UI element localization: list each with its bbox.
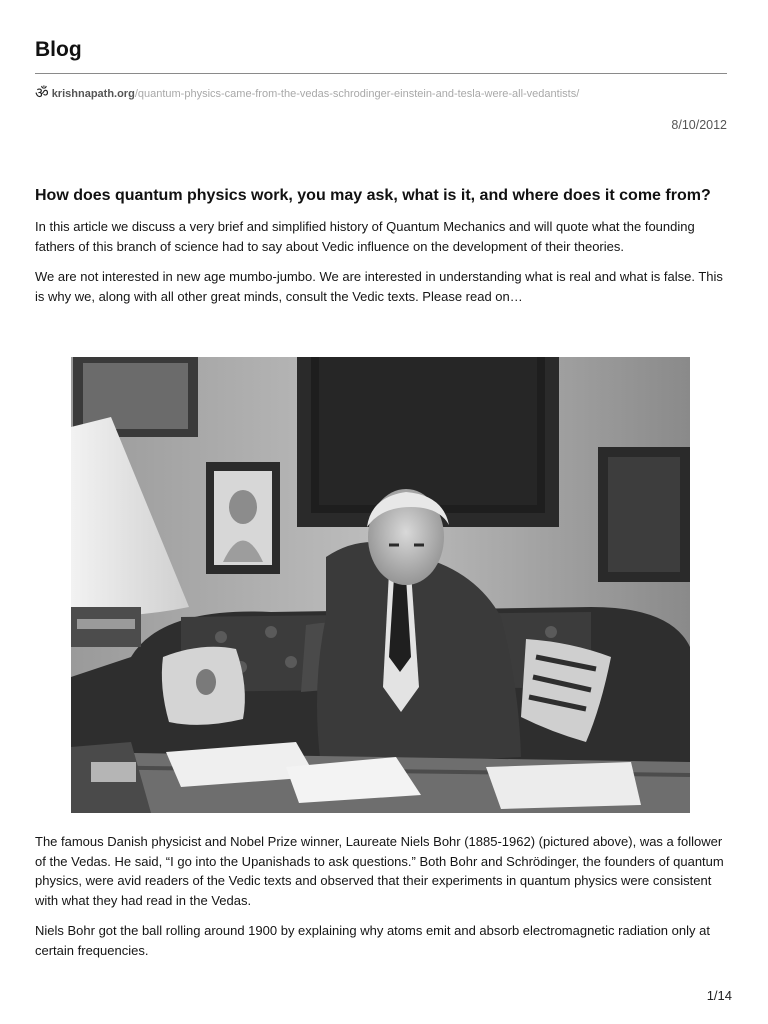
- photo-illustration: [71, 357, 690, 813]
- post-date: 8/10/2012: [671, 118, 727, 132]
- paragraph-second: We are not interested in new age mumbo-jumbo. We are interested in understanding what is real and what is false. This is why we, along with all other great minds, consult the Vedic texts. Please read on…: [35, 269, 723, 304]
- article-intro: [35, 185, 735, 317]
- title-divider: [35, 73, 727, 74]
- source-url[interactable]: [35, 82, 735, 102]
- article-body: [35, 832, 735, 971]
- page-title: Blog: [35, 38, 82, 61]
- portrait-photo: [71, 357, 690, 813]
- paragraph-bohr: The famous Danish physicist and Nobel Prize winner, Laureate Niels Bohr (1885-1962) (pictured above), was a follower of the Vedas. He said, “I go into the Upanishads to ask questions.” Both Bohr and Schrödinger, the founders of quantum physics, were avid readers of the Vedic texts and observed that their experiments in quantum physics were consistent with what they had read in the Vedas.: [35, 834, 724, 908]
- paragraph-bohr-1900: Niels Bohr got the ball rolling around 1900 by explaining why atoms emit and absorb electromagnetic radiation only at certain frequencies.: [35, 923, 710, 958]
- source-path[interactable]: /quantum-physics-came-from-the-vedas-schrodinger-einstein-and-tesla-were-all-vedantists/: [134, 88, 580, 100]
- page-number: 1/14: [706, 988, 732, 1003]
- om-icon: ॐ: [35, 85, 49, 102]
- source-domain[interactable]: krishnapath.org: [51, 88, 135, 100]
- paragraph-intro: In this article we discuss a very brief and simplified history of Quantum Mechanics and will quote what the founding fathers of this branch of science had to say about Vedic influence on the development of their theories.: [35, 219, 695, 254]
- article-heading: How does quantum physics work, you may ask, what is it, and where does it come from?: [35, 187, 711, 204]
